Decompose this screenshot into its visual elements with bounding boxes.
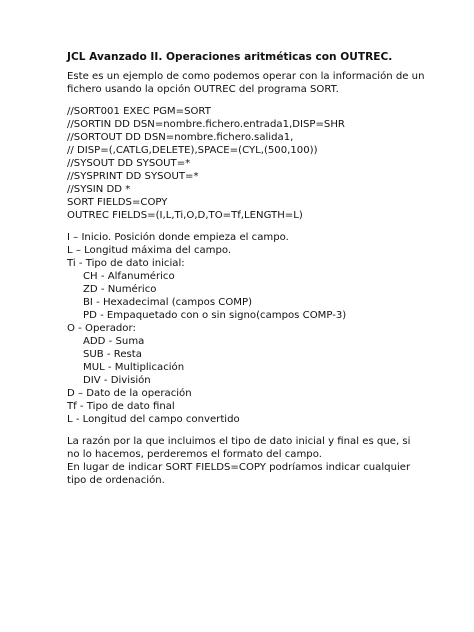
closing-line-1: La razón por la que incluimos el tipo de dato inicial y final es que, si [67, 436, 411, 447]
legend-line-12: DIV - División [83, 375, 151, 386]
code-line-4: // DISP=(,CATLG,DELETE),SPACE=(CYL,(500,100)) [67, 145, 318, 156]
code-line-8: SORT FIELDS=COPY [67, 197, 168, 208]
code-line-3: //SORTOUT DD DSN=nombre.fichero.salida1, [67, 132, 294, 143]
legend-line-10: SUB - Resta [83, 349, 142, 360]
document-page [67, 0, 467, 632]
code-line-2: //SORTIN DD DSN=nombre.fichero.entrada1,DISP=SHR [67, 119, 345, 130]
legend-line-7: PD - Empaquetado con o sin signo(campos COMP-3) [83, 310, 347, 321]
legend-line-14: Tf - Tipo de dato final [67, 401, 175, 412]
code-line-5: //SYSOUT DD SYSOUT=* [67, 158, 191, 169]
legend-line-9: ADD - Suma [83, 336, 145, 347]
legend-line-15: L - Longitud del campo convertido [67, 414, 240, 425]
code-line-1: //SORT001 EXEC PGM=SORT [67, 106, 211, 117]
legend-line-6: BI - Hexadecimal (campos COMP) [83, 297, 253, 308]
legend-line-2: L – Longitud máxima del campo. [67, 245, 232, 256]
legend-line-8: O - Operador: [67, 323, 136, 334]
legend-line-1: I – Inicio. Posición donde empieza el campo. [67, 232, 289, 243]
code-line-9: OUTREC FIELDS=(I,L,Ti,O,D,TO=Tf,LENGTH=L) [67, 210, 303, 221]
legend-line-5: ZD - Numérico [83, 284, 157, 295]
closing-line-3: En lugar de indicar SORT FIELDS=COPY podríamos indicar cualquier [67, 462, 411, 473]
legend-line-3: Ti - Tipo de dato inicial: [67, 258, 185, 269]
code-line-6: //SYSPRINT DD SYSOUT=* [67, 171, 199, 182]
closing-line-2: no lo hacemos, perderemos el formato del campo. [67, 449, 322, 460]
intro-line-1: Este es un ejemplo de como podemos operar con la información de un [67, 71, 425, 82]
closing-line-4: tipo de ordenación. [67, 475, 165, 486]
legend-line-4: CH - Alfanumérico [83, 271, 175, 282]
code-line-7: //SYSIN DD * [67, 184, 131, 195]
intro-line-2: fichero usando la opción OUTREC del programa SORT. [67, 84, 339, 95]
document-title: JCL Avanzado II. Operaciones aritméticas con OUTREC. [67, 51, 393, 63]
legend-line-11: MUL - Multiplicación [83, 362, 185, 373]
legend-line-13: D – Dato de la operación [67, 388, 192, 399]
